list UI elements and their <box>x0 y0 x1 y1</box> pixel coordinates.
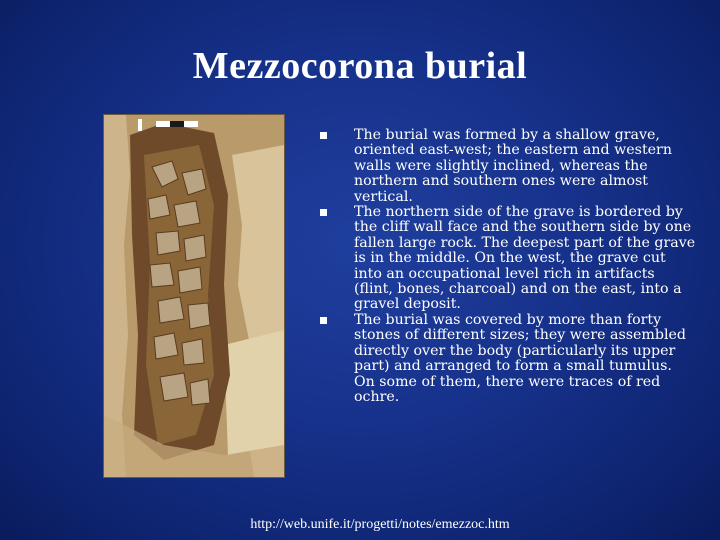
bullet-item <box>318 128 696 205</box>
bullet-text: The burial was formed by a shallow grave, oriented east-west; the eastern and western walls were slightly inclined, whereas the northern and southern ones were almost vertical. <box>354 127 672 205</box>
excavation-photo <box>103 114 285 478</box>
bullet-text: The northern side of the grave is bordered by the cliff wall face and the southern side by one fallen large rock. The deepest part of the grave is in the middle. On the west, the grave cut into an occupational level rich in artifacts (flint, bones, charcoal) and on the east, into a gravel deposit. <box>354 204 696 313</box>
bullet-text: The burial was covered by more than forty stones of different sizes; they were assembled directly over the body (particularly its upper part) and arranged to form a small tumulus. On some of them, there were traces of red ochre. <box>354 311 686 405</box>
square-bullet-icon <box>320 317 327 324</box>
bullet-item <box>318 313 696 405</box>
bullet-list <box>318 128 696 405</box>
source-url[interactable]: http://web.unife.it/progetti/notes/emezzoc.htm <box>250 517 510 532</box>
square-bullet-icon <box>320 132 327 139</box>
slide-title: Mezzocorona burial <box>192 45 528 87</box>
square-bullet-icon <box>320 209 327 216</box>
bullet-item <box>318 205 696 313</box>
